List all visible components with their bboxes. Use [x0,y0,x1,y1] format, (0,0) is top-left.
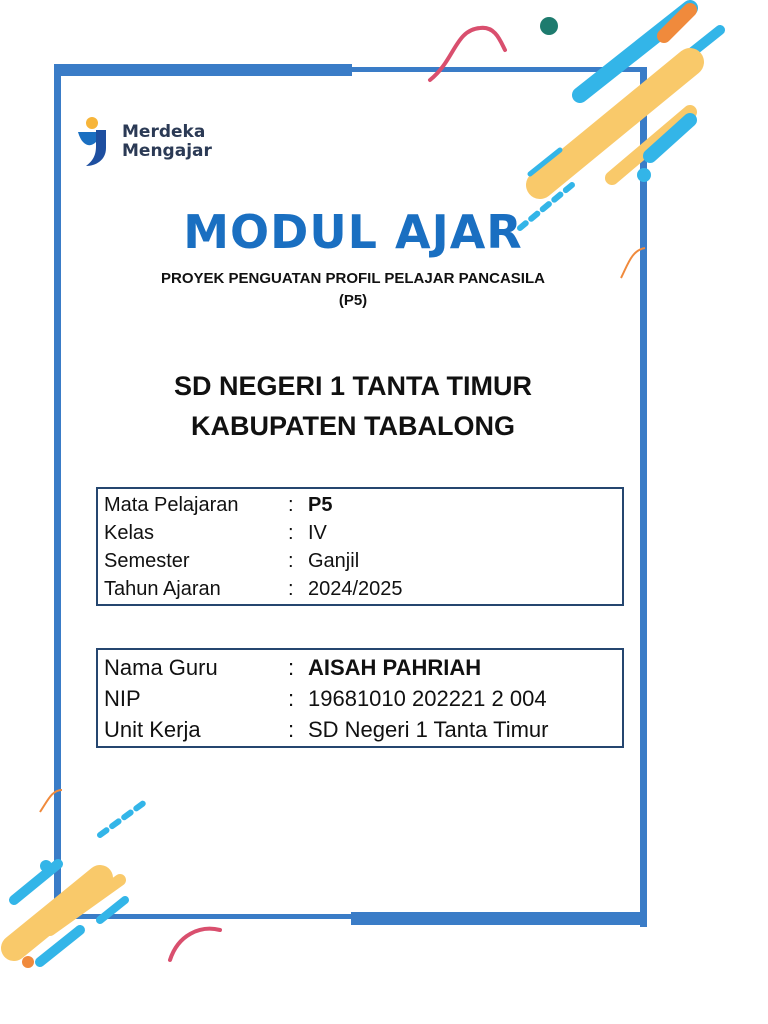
info-value: P5 [308,494,333,516]
subtitle-line2: (P5) [338,292,368,309]
info-value: IV [308,522,327,544]
info-label: NIP [104,686,141,711]
info-colon: : [288,717,295,742]
course-info-row [104,575,622,603]
merdeka-mengajar-logo-icon [76,116,114,168]
info-colon: : [288,578,294,600]
course-info-row [104,547,622,575]
document-subtitle [0,268,706,312]
info-label: Semester [104,550,190,572]
info-colon: : [288,494,294,516]
info-value: Ganjil [308,550,360,572]
logo-line1: Merdeka [122,122,206,142]
course-info-row [104,519,622,547]
course-info-box [96,487,624,606]
teacher-info-row [104,652,622,683]
school-line1: SD NEGERI 1 TANTA TIMUR [173,371,532,401]
info-label: Nama Guru [104,655,218,680]
info-label: Kelas [104,522,155,544]
school-line2: KABUPATEN TABALONG [191,411,515,441]
info-colon: : [288,655,295,680]
school-name [0,366,706,446]
document-title: MODUL AJAR [183,205,523,259]
teacher-info-box [96,648,624,748]
info-value: SD Negeri 1 Tanta Timur [308,717,549,742]
info-value: AISAH PAHRIAH [308,655,482,680]
info-label: Unit Kerja [104,717,201,742]
info-value: 2024/2025 [308,578,403,600]
info-value: 19681010 202221 2 004 [308,686,547,711]
info-colon: : [288,550,294,572]
info-colon: : [288,686,295,711]
logo-line2: Mengajar [122,141,212,161]
info-label: Tahun Ajaran [104,578,221,600]
info-label: Mata Pelajaran [104,494,239,516]
teacher-info-row [104,714,622,745]
merdeka-mengajar-logo [76,116,212,168]
info-colon: : [288,522,294,544]
course-info-row [104,491,622,519]
subtitle-line1: PROYEK PENGUATAN PROFIL PELAJAR PANCASILA [161,270,545,287]
teacher-info-row [104,683,622,714]
